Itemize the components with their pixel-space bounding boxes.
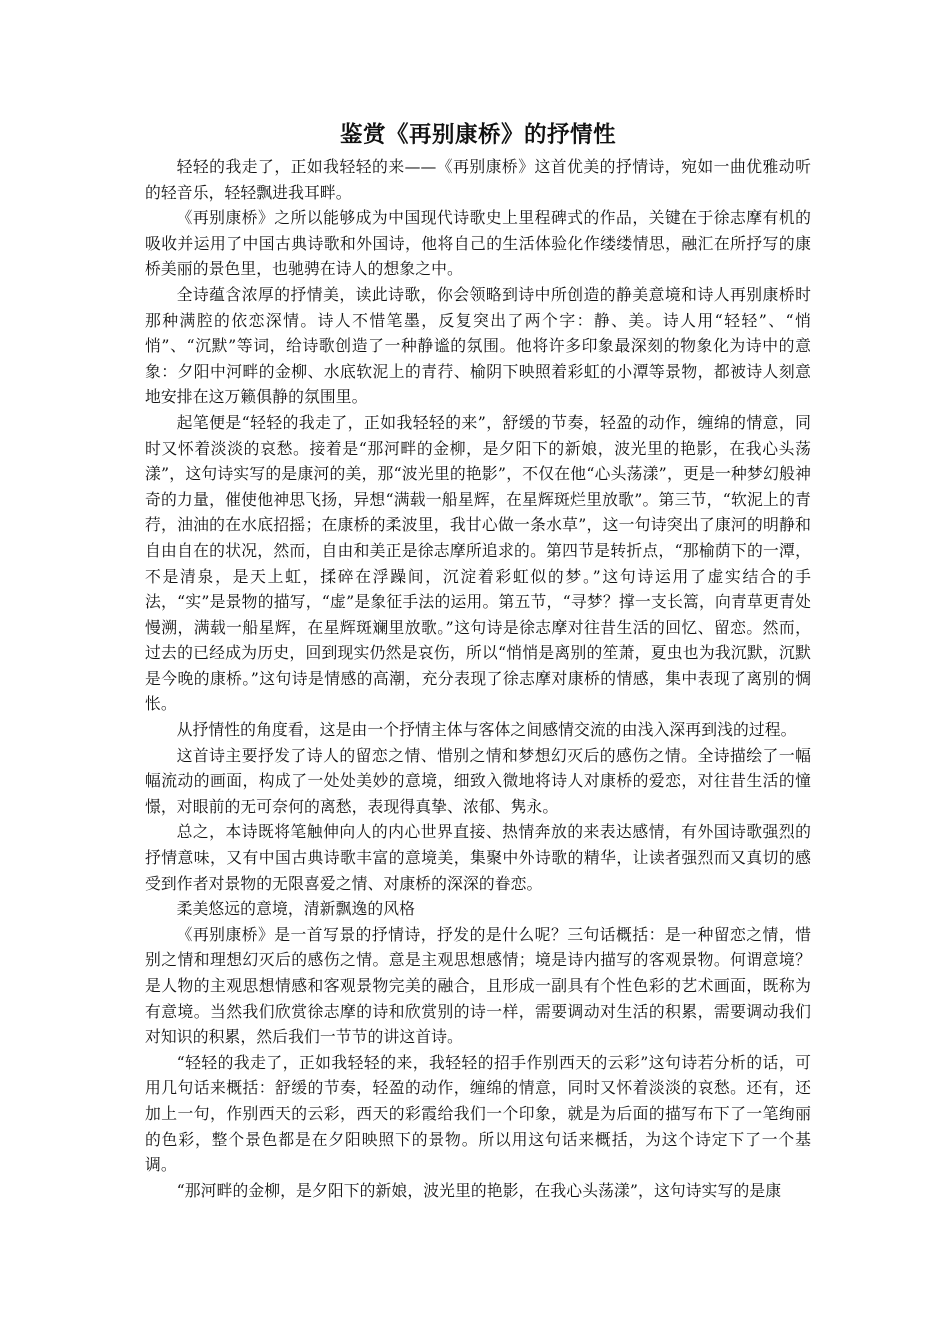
paragraph-conclusion: 总之，本诗既将笔触伸向人的内心世界直接、热情奔放的来表达感情，有外国诗歌强烈的抒情意味，又有中国古典诗歌丰富的意境美，集聚中外诗歌的精华，让读者强烈而又真切的感受到作者对景物的无限喜爱之情、对康桥的深深的眷恋。 [145,822,811,893]
paragraph-subheading: 柔美悠远的意境，清新飘逸的风格 [176,899,416,919]
paragraph-artistic-conception: 《再别康桥》是一首写景的抒情诗，抒发的是什么呢？三句话概括：是一种留恋之情，惜别之情和理想幻灭后的感伤之情。意是主观思想感情；境是诗内描写的客观景物。何谓意境？是人物的主观思想情感和客观景物完美的融合，且形成一副具有个性色彩的艺术画面，既称为有意境。当然我们欣赏徐志摩的诗和欣赏别的诗一样，需要调动对生活的积累，需要调动我们对知识的积累，然后我们一节节的讲这首诗。 [145,924,811,1047]
document-title: 鉴赏《再别康桥》的抒情性 [339,122,616,148]
paragraph-second-stanza: “那河畔的金柳，是夕阳下的新娘，波光里的艳影，在我心头荡漾”，这句诗实写的是康 [176,1180,782,1200]
document-page [145,118,811,1203]
paragraph-lyrical-beauty: 全诗蕴含浓厚的抒情美，读此诗歌，你会领略到诗中所创造的静美意境和诗人再别康桥时那种满腔的依恋深情。诗人不惜笔墨，反复突出了两个字：静、美。诗人用“轻轻”、“悄悄”、“沉默”等词，给诗歌创造了一种静谧的氛围。他将许多印象最深刻的物象化为诗中的意象：夕阳中河畔的金柳、水底软泥上的青荇、榆阴下映照着彩虹的小潭等景物，都被诗人刻意地安排在这万籁俱静的氛围里。 [145,284,811,407]
paragraph-lyric-perspective: 从抒情性的角度看，这是由一个抒情主体与客体之间感情交流的由浅入深再到浅的过程。 [176,720,797,740]
paragraph-intro: 轻轻的我走了，正如我轻轻的来——《再别康桥》这首优美的抒情诗，宛如一曲优雅动听的轻音乐，轻轻飘进我耳畔。 [145,157,811,202]
paragraph-stanza-analysis: 起笔便是“轻轻的我走了，正如我轻轻的来”，舒缓的节奏，轻盈的动作，缠绵的情意，同时又怀着淡淡的哀愁。接着是“那河畔的金柳，是夕阳下的新娘，波光里的艳影，在我心头荡漾”，这句诗实写的是康河的美，那“波光里的艳影”，不仅在他“心头荡漾”，更是一种梦幻般神奇的力量，催使他神思飞扬，异想“满载一船星辉，在星辉斑烂里放歌”。第三节，“软泥上的青荇，油油的在水底招摇；在康桥的柔波里，我甘心做一条水草”，这一句诗突出了康河的明静和自由自在的状况，然而，自由和美正是徐志摩所追求的。第四节是转折点，“那榆荫下的一潭，不是清泉，是天上虹，揉碎在浮躁间，沉淀着彩虹似的梦。”这句诗运用了虚实结合的手法，“实”是景物的描写，“虚”是象征手法的运用。第五节，“寻梦？撑一支长篙，向青草更青处慢溯，满载一船星辉，在星辉斑斓里放歌。”这句诗是徐志摩对往昔生活的回忆、留恋。然而，过去的已经成为历史，回到现实仍然是哀伤，所以“悄悄是离别的笙萧，夏虫也为我沉默，沉默是今晚的康桥。”这句诗是情感的高潮，充分表现了徐志摩对康桥的情感，集中表现了离别的惆怅。 [145,412,811,714]
paragraph-emotions: 这首诗主要抒发了诗人的留恋之情、惜别之情和梦想幻灭后的感伤之情。全诗描绘了一幅幅流动的画面，构成了一处处美妙的意境，细致入微地将诗人对康桥的爱恋，对往昔生活的憧憬，对眼前的无可奈何的离愁，表现得真挚、浓郁、隽永。 [145,745,811,816]
paragraph-milestone: 《再别康桥》之所以能够成为中国现代诗歌史上里程碑式的作品，关键在于徐志摩有机的吸收并运用了中国古典诗歌和外国诗，他将自己的生活体验化作缕缕情思，融汇在所抒写的康桥美丽的景色里，也驰骋在诗人的想象之中。 [145,208,811,279]
paragraph-first-stanza: “轻轻的我走了，正如我轻轻的来，我轻轻的招手作别西天的云彩”这句诗若分析的话，可用几句话来概括：舒缓的节奏，轻盈的动作，缠绵的情意，同时又怀着淡淡的哀愁。还有，还加上一句，作别西天的云彩，西天的彩霞给我们一个印象，就是为后面的描写布下了一笔绚丽的色彩，整个景色都是在夕阳映照下的景物。所以用这句话来概括，为这个诗定下了一个基调。 [145,1052,811,1175]
